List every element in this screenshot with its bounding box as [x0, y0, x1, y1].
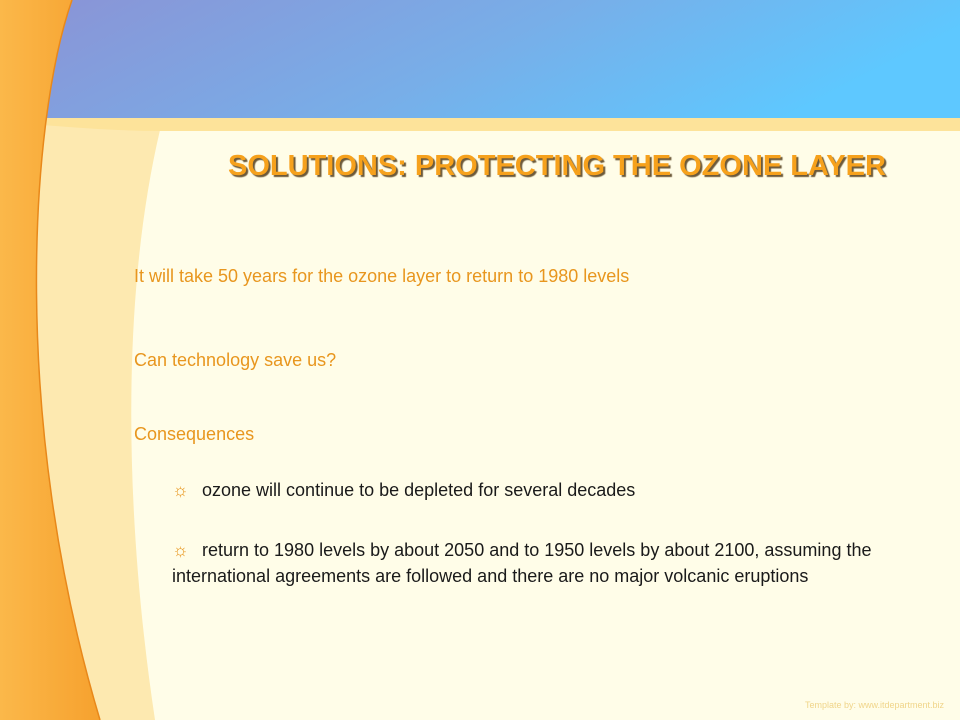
sub-bullet-text: ozone will continue to be depleted for several decades: [202, 480, 636, 500]
paragraph-recovery-time: It will take 50 years for the ozone layer to return to 1980 levels: [134, 266, 630, 286]
sun-bullet-icon: ☼: [172, 480, 189, 500]
slide-title: SOLUTIONS: PROTECTING THE OZONE LAYER: [228, 150, 886, 182]
sub-bullet-depletion: [172, 477, 912, 503]
sun-bullet-icon: ☼: [172, 540, 189, 560]
paragraph-consequences: Consequences: [134, 424, 255, 444]
sub-bullet-text: return to 1980 levels by about 2050 and to 1950 levels by about 2100, assuming the international agreements are followed and there are no major volcanic eruptions: [172, 540, 872, 586]
template-credit: Template by: www.itdepartment.biz: [804, 700, 944, 710]
sub-bullet-return: [172, 537, 912, 589]
paragraph-technology: Can technology save us?: [134, 350, 337, 370]
